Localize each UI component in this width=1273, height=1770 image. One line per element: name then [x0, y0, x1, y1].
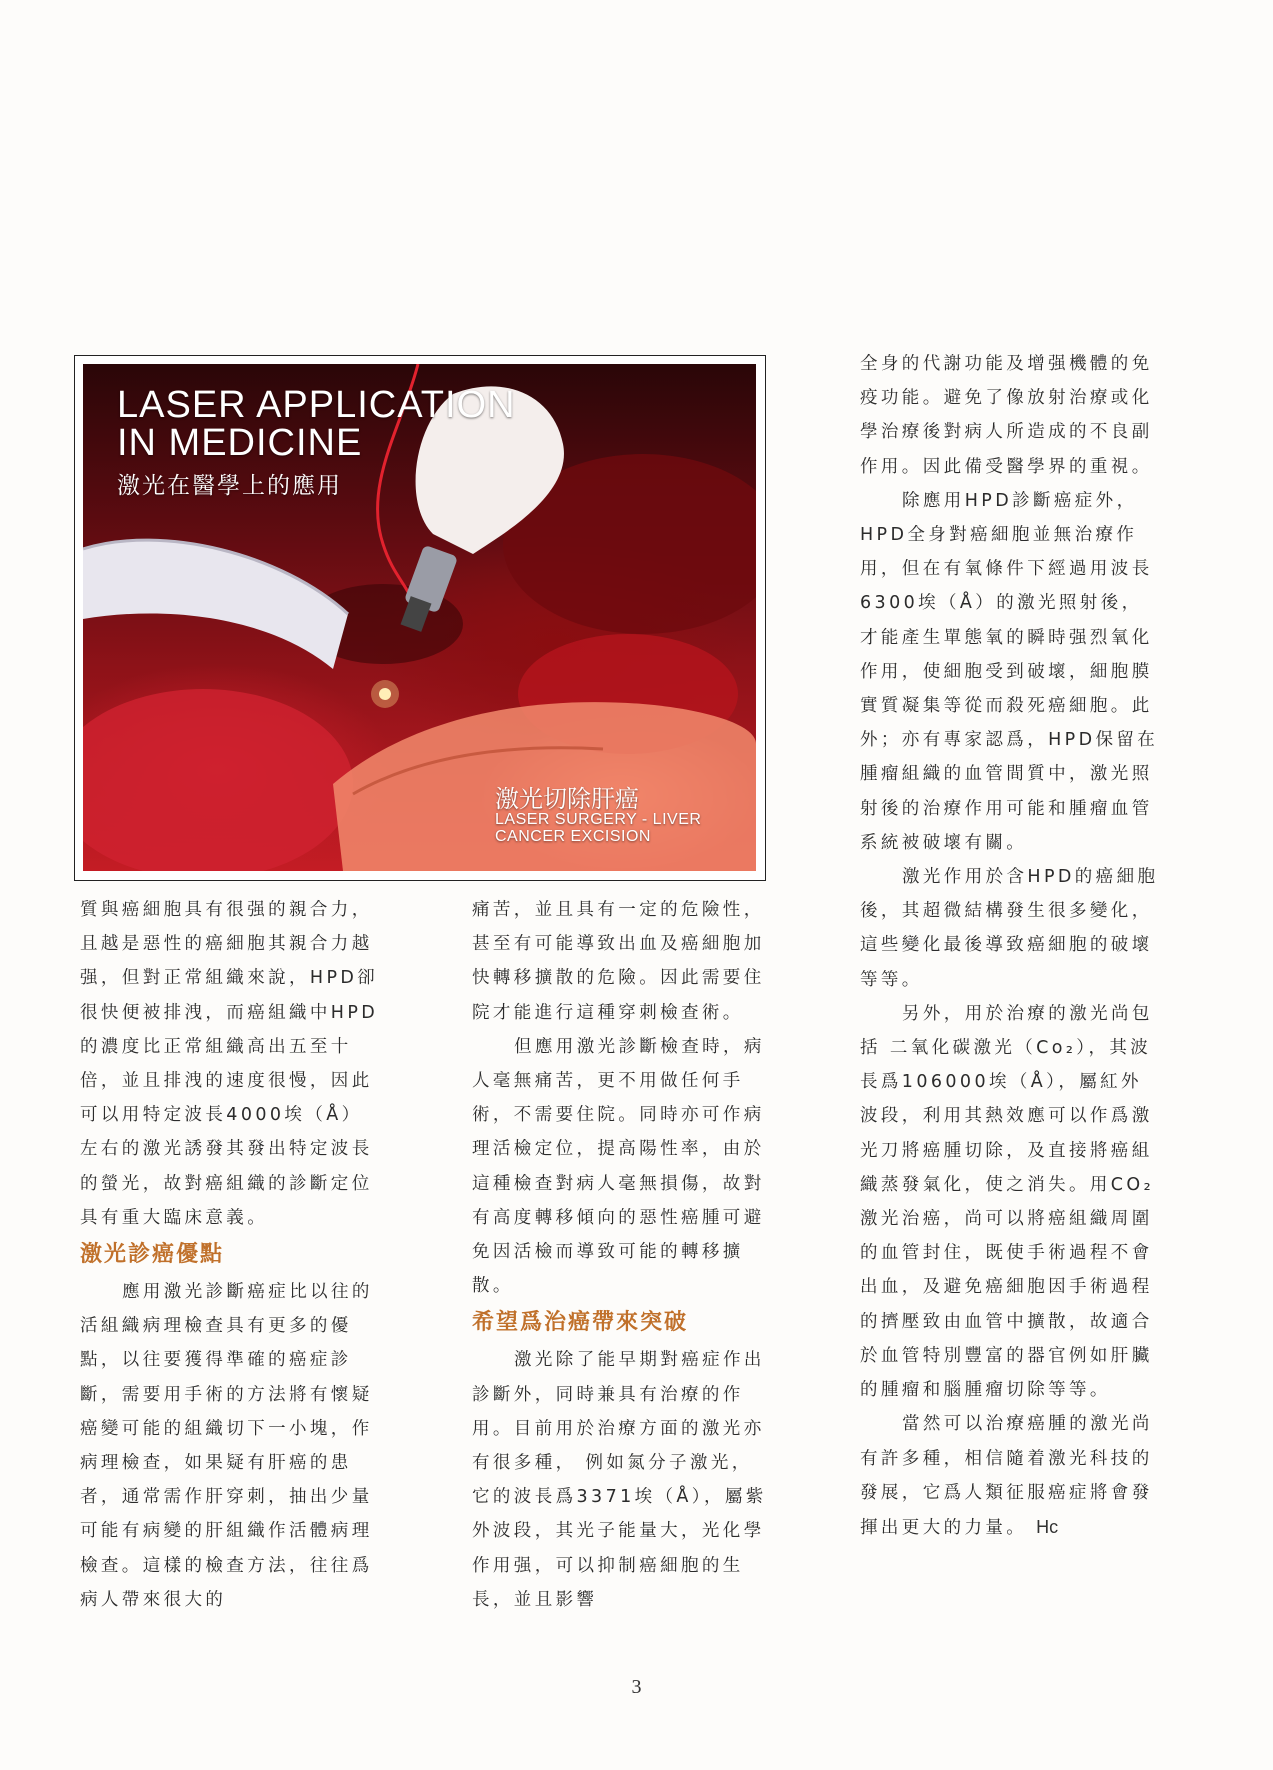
page-number: 3	[631, 1676, 642, 1698]
figure-title-zh: 激光在醫學上的應用	[117, 473, 342, 499]
paragraph: 應用激光診斷癌症比以往的活組織病理檢查具有更多的優點，以往要獲得準確的癌症診斷，需要用手術的方法將有懷疑癌變可能的組織切下一小塊，作病理檢查，如果疑有肝癌的患者，通常需作肝穿刺，抽出少量可能有病變的肝組織作活體病理檢查。這樣的檢查方法，往往爲病人帶來很大的	[80, 1282, 373, 1610]
laser-surgery-photo	[83, 364, 756, 871]
paragraph: 全身的代謝功能及增强機體的免疫功能。避免了像放射治療或化學治療後對病人所造成的不良副作用。因此備受醫學界的重視。	[860, 354, 1153, 477]
text-column-2	[472, 893, 772, 1617]
paragraph: 另外，用於治療的激光尚包括 二氧化碳激光（Co₂），其波長爲106000埃（Å），屬紅外波段，利用其熱效應可以作爲激光刀將癌腫切除，及直接將癌組織蒸發氣化，使之消失。用CO₂激光治癌，尚可以將癌組織周圍的血管封住，既使手術過程不會出血，及避免癌細胞因手術過程的擠壓致由血管中擴散，故適合於血管特別豐富的器官例如肝臟的腫瘤和腦腫瘤切除等等。	[860, 1003, 1155, 1401]
figure-frame	[74, 355, 766, 881]
paragraph: 激光作用於含HPD的癌細胞後，其超微結構發生很多變化，這些變化最後導致癌細胞的破壞等等。	[860, 867, 1159, 990]
figure-title-en: LASER APPLICATION IN MEDICINE	[117, 384, 516, 464]
paragraph: 但應用激光診斷檢查時，病人毫無痛苦，更不用做任何手術，不需要住院。同時亦可作病理活檢定位，提高陽性率，由於這種檢查對病人毫無損傷，故對有高度轉移傾向的惡性癌腫可避免因活檢而導致可能的轉移擴散。	[472, 1036, 765, 1297]
text-column-1	[80, 893, 380, 1617]
paragraph: 激光除了能早期對癌症作出診斷外，同時兼具有治療的作用。目前用於治療方面的激光亦有很多種， 例如氮分子激光， 它的波長爲3371埃（Å），屬紫外波段，其光子能量大，光化學作用强，可以抑制癌細胞的生長，並且影響	[472, 1350, 767, 1610]
section-heading: 激光診癌優點	[80, 1242, 225, 1268]
figure-caption-zh: 激光切除肝癌	[495, 785, 639, 813]
paragraph-text: 當然可以治療癌腫的激光尚有許多種，相信隨着激光科技的發展，它爲人類征服癌症將會發揮出更大的力量。	[860, 1414, 1153, 1538]
figure-caption-en: LASER SURGERY - LIVER CANCER EXCISION	[495, 811, 702, 845]
end-mark: Hc	[1036, 1516, 1059, 1537]
text-column-3	[860, 347, 1160, 1545]
paragraph: 痛苦，並且具有一定的危險性，甚至有可能導致出血及癌細胞加快轉移擴散的危險。因此需要住院才能進行這種穿刺檢查術。	[472, 900, 765, 1023]
section-heading: 希望爲治癌帶來突破	[472, 1310, 689, 1336]
paragraph: 質與癌細胞具有很强的親合力，且越是惡性的癌細胞其親合力越强，但對正常組織來說，HPD卻很快便被排洩，而癌組織中HPD的濃度比正常組織高出五至十倍，並且排洩的速度很慢，因此可以用特定波長4000埃（Å）左右的激光誘發其發出特定波長的螢光，故對癌組織的診斷定位具有重大臨床意義。	[80, 900, 379, 1228]
paragraph: 除應用HPD診斷癌症外，HPD全身對癌細胞並無治療作用，但在有氧條件下經過用波長6300埃（Å）的激光照射後，才能產生單態氧的瞬時强烈氧化作用，使細胞受到破壞，細胞膜實質凝集等從而殺死癌細胞。此外；亦有專家認爲，HPD保留在腫瘤組織的血管間質中，激光照射後的治療作用可能和腫瘤血管系統被破壞有關。	[860, 490, 1159, 853]
paragraph-final	[860, 1407, 1160, 1545]
